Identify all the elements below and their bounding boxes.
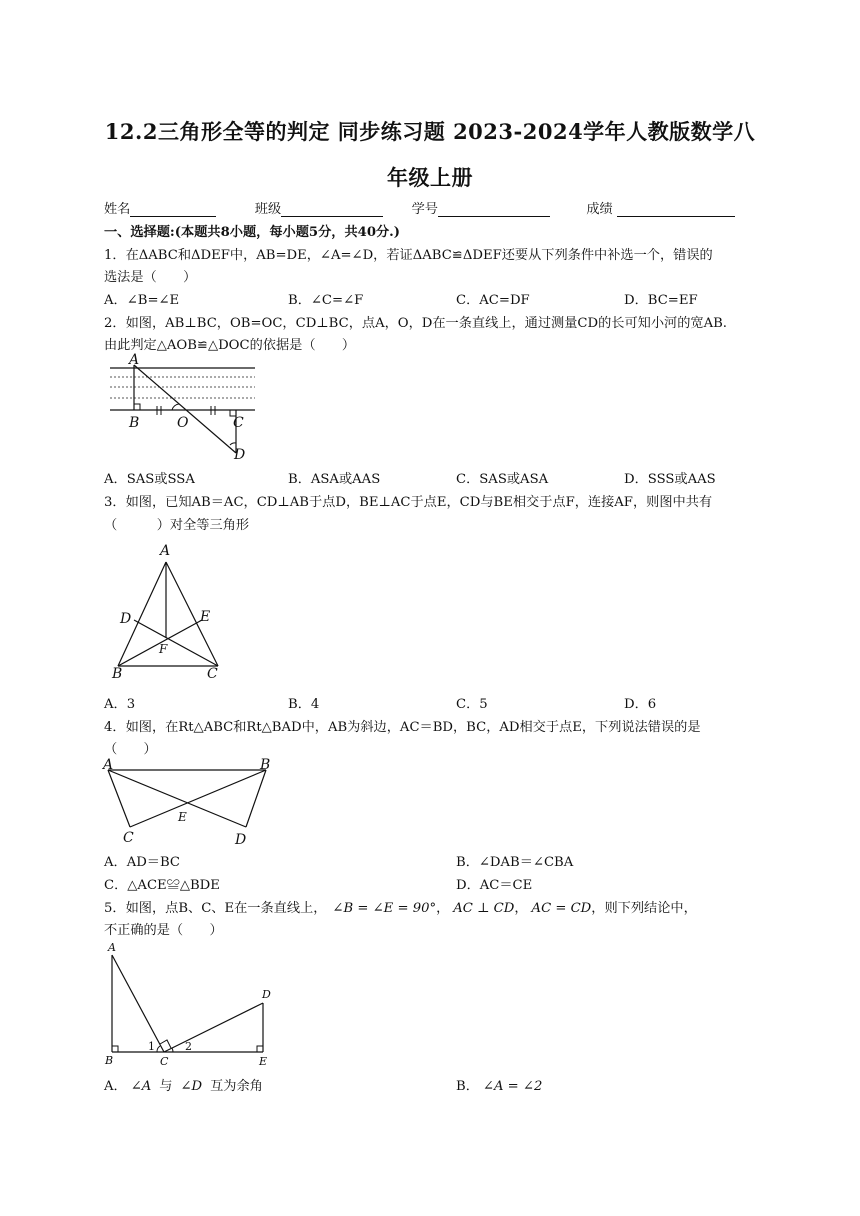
name-label: 姓名	[104, 202, 131, 217]
q4-label-c: C	[123, 830, 134, 846]
q5-text-line1: 5．如图，点B、C、E在一条直线上， ∠B = ∠E = 90°， AC ⊥ CD， AC = CD，则下列结论中，	[104, 901, 697, 916]
q3-text-line1: 3．如图，已知AB＝AC，CD⊥AB于点D，BE⊥AC于点E，CD与BE相交于点F，连接AF，则图中共有	[104, 495, 713, 510]
q1-text-line2: 选法是（ ）	[104, 270, 197, 285]
q2-label-a: A	[129, 352, 140, 368]
q2-option-a[interactable]: A．SAS或SSA	[104, 472, 195, 487]
q3-text-line2: （ ）对全等三角形	[104, 518, 250, 533]
class-field[interactable]	[281, 202, 383, 217]
q2-text-line2: 由此判定△AOB≌△DOC的依据是（ ）	[104, 338, 356, 353]
q5-math-perp: AC ⊥ CD	[453, 901, 515, 916]
class-label: 班级	[254, 202, 282, 217]
q4-option-b[interactable]: B．∠DAB＝∠CBA	[456, 855, 574, 870]
q4-option-a[interactable]: A．AD＝BC	[104, 855, 181, 870]
q4-label-b: B	[260, 757, 271, 773]
q3-triangle-figure	[106, 540, 236, 685]
q4-text-line1: 4．如图，在Rt△ABC和Rt△BAD中，AB为斜边，AC＝BD，BC，AD相交于点E，下列说法错误的是	[104, 720, 701, 735]
q4-label-e: E	[178, 810, 187, 824]
q4-option-c[interactable]: C．△ACE≌△BDE	[104, 878, 220, 893]
q5-label-angle1: 1	[148, 1040, 155, 1053]
q2-option-c[interactable]: C．SAS或ASA	[456, 472, 549, 487]
q5-figure	[100, 940, 280, 1068]
q3-label-f: F	[159, 642, 168, 656]
q5-math-equal: AC = CD	[531, 901, 592, 916]
q1-option-b[interactable]: B．∠C=∠F	[288, 293, 364, 308]
score-field[interactable]	[617, 202, 735, 217]
q5-label-d: D	[262, 988, 271, 1001]
q2-label-o: O	[177, 415, 189, 431]
section-heading: 一、选择题:(本题共8小题，每小题5分，共40分.)	[104, 225, 401, 240]
q2-label-d: D	[234, 447, 246, 463]
q2-label-c: C	[233, 415, 244, 431]
id-field[interactable]	[438, 202, 550, 217]
q5-label-a: A	[108, 941, 116, 954]
q5-label-angle2: 2	[185, 1040, 192, 1053]
q3-option-b[interactable]: B．4	[288, 697, 320, 712]
q5-math-angles: ∠B = ∠E = 90°	[332, 901, 437, 916]
name-field[interactable]	[130, 202, 216, 217]
q2-text-line1: 2．如图，AB⊥BC，OB=OC，CD⊥BC，点A，O，D在一条直线上，通过测量CD的长可知小河的宽AB.	[104, 316, 727, 331]
q4-label-a: A	[103, 757, 114, 773]
q4-label-d: D	[235, 832, 247, 848]
q5-label-b: B	[105, 1054, 114, 1067]
q3-option-a[interactable]: A．3	[104, 697, 136, 712]
q2-option-d[interactable]: D．SSS或AAS	[624, 472, 716, 487]
q5-label-c: C	[160, 1055, 169, 1068]
q2-option-b[interactable]: B．ASA或AAS	[288, 472, 381, 487]
q1-option-c[interactable]: C．AC=DF	[456, 293, 530, 308]
id-label: 学号	[411, 202, 438, 217]
score-label: 成绩	[586, 202, 613, 217]
q5-label-e: E	[259, 1055, 268, 1068]
q2-river-figure	[100, 352, 270, 465]
q3-option-c[interactable]: C．5	[456, 697, 488, 712]
q3-label-e: E	[200, 609, 211, 625]
q3-label-d: D	[120, 611, 132, 627]
q3-label-c: C	[207, 666, 218, 682]
q4-text-line2: （ ）	[104, 742, 157, 757]
q2-label-b: B	[129, 415, 140, 431]
q5-option-b[interactable]: B． ∠A = ∠2	[456, 1079, 543, 1094]
q4-rt-triangles-figure	[100, 758, 280, 850]
q3-option-d[interactable]: D．6	[624, 697, 657, 712]
q3-label-b: B	[112, 666, 123, 682]
page-title-line1: 12.2三角形全等的判定 同步练习题 2023-2024学年人教版数学八	[104, 119, 756, 144]
student-info-row	[104, 198, 735, 217]
q4-option-d[interactable]: D．AC＝CE	[456, 878, 533, 893]
q5-text-line2: 不正确的是（ ）	[104, 923, 223, 938]
q1-text-line1: 1．在ΔABC和ΔDEF中，AB=DE，∠A=∠D，若证ΔABC≌ΔDEF还要从下列条件中补选一个，错误的	[104, 248, 713, 263]
q3-label-a: A	[160, 543, 171, 559]
q1-option-a[interactable]: A．∠B=∠E	[104, 293, 180, 308]
q1-option-d[interactable]: D．BC=EF	[624, 293, 698, 308]
q5-option-a[interactable]: A． ∠A 与 ∠D 互为余角	[104, 1079, 263, 1094]
page-title-line2: 年级上册	[387, 165, 473, 190]
